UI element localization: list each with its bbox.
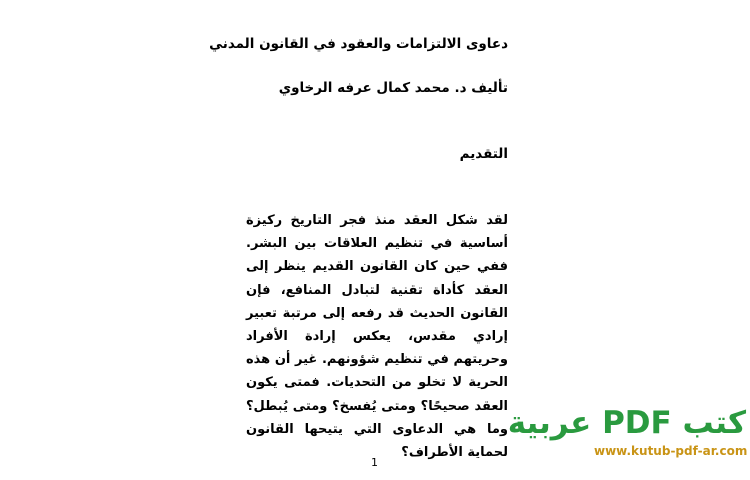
section-heading: التقديم xyxy=(459,146,508,162)
document-author: تأليف د. محمد كمال عرفه الرخاوي xyxy=(278,80,508,96)
page-number: 1 xyxy=(371,456,378,469)
site-watermark xyxy=(507,404,748,458)
body-paragraph: لقد شكل العقد منذ فجر التاريخ ركيزة أساسية في تنظيم العلاقات بين البشر. ففي حين كان القانون القديم ينظر إلى العقد كأداة تقنية لتبادل المنافع، فإن القانون الحديث قد رفعه إلى مرتبة تعبير إرادي مقدس، يعكس إرادة الأفراد وحريتهم في تنظيم شؤونهم. غير أن هذه الحرية لا تخلو من التحديات. فمتى يكون العقد صحيحًا؟ ومتى يُفسخ؟ ومتى يُبطل؟ وما هي الدعاوى التي يتيحها القانون لحماية الأطراف؟ xyxy=(246,213,508,461)
document-title: دعاوى الالتزامات والعقود في القانون المدني xyxy=(209,36,508,52)
watermark-title: كتب PDF عربية xyxy=(507,405,746,441)
watermark-url: www.kutub-pdf-ar.com xyxy=(594,444,748,458)
